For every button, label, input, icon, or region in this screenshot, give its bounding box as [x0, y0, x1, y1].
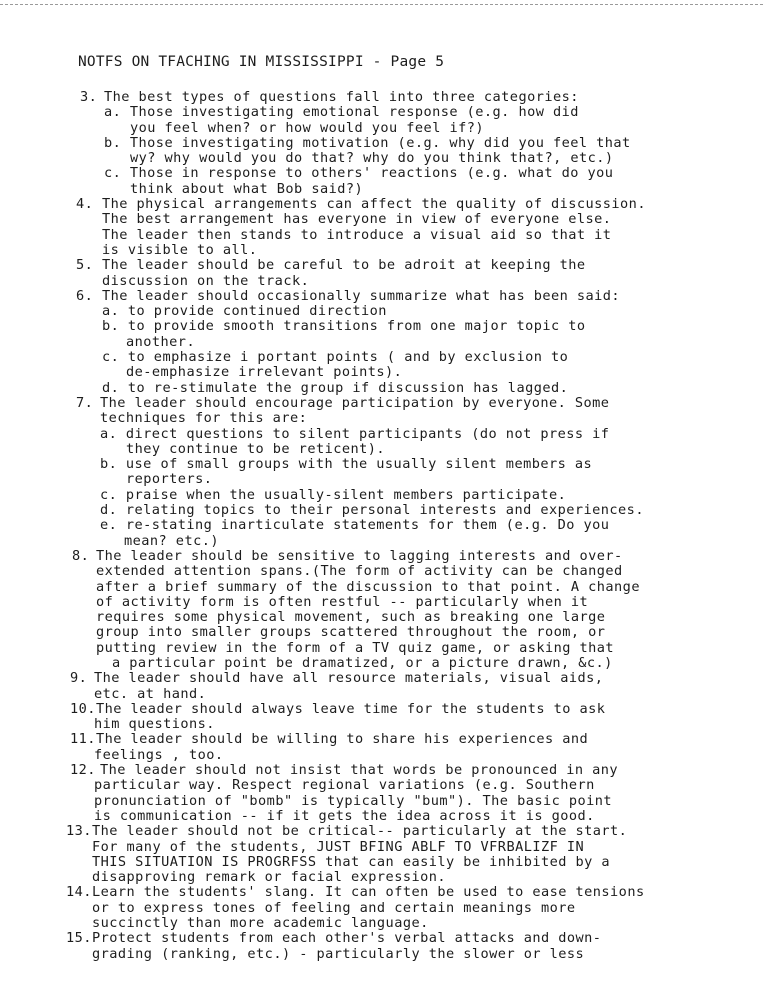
line-text: of activity form is often restful -- particularly when it — [96, 593, 589, 610]
line-text: The leader should not be critical-- particularly at the start. — [92, 823, 628, 840]
text-line — [0, 794, 763, 809]
line-text: after a brief summary of the discussion to that point. A change — [96, 578, 640, 595]
line-text: succinctly than more academic language. — [92, 915, 429, 932]
line-text: etc. at hand. — [94, 685, 207, 702]
page-body — [0, 90, 763, 962]
line-text: d. relating topics to their personal interests and experiences. — [100, 502, 644, 519]
text-line — [0, 274, 763, 289]
text-line — [0, 931, 763, 946]
text-line — [0, 717, 763, 732]
line-text: The leader then stands to introduce a visual aid so that it — [102, 226, 612, 243]
item-number: 6. — [76, 287, 94, 304]
line-text: a. Those investigating emotional response (e.g. how did — [104, 104, 579, 121]
line-text: a particular point be dramatized, or a picture drawn, &c.) — [112, 654, 613, 671]
line-text: The leader should have all resource materials, visual aids, — [94, 670, 604, 687]
line-text: The leader should occasionally summarize what has been said: — [102, 287, 621, 304]
text-line — [0, 809, 763, 824]
item-number: 14. — [66, 884, 92, 901]
text-line — [0, 121, 763, 136]
text-line — [0, 396, 763, 411]
text-line — [0, 304, 763, 319]
page-header: NOTFS ON TFACHING IN MISSISSIPPI - Page 5 — [78, 54, 445, 70]
text-line — [0, 411, 763, 426]
text-line — [0, 580, 763, 595]
text-line — [0, 534, 763, 549]
text-line — [0, 610, 763, 625]
text-line — [0, 916, 763, 931]
line-text: c. praise when the usually-silent members participate. — [100, 486, 567, 503]
text-line — [0, 748, 763, 763]
text-line — [0, 763, 763, 778]
line-text: b. use of small groups with the usually silent members as — [100, 456, 593, 473]
text-line — [0, 625, 763, 640]
text-line — [0, 212, 763, 227]
text-line — [0, 824, 763, 839]
line-text: techniques for this are: — [100, 410, 308, 427]
item-number: 4. — [76, 196, 94, 213]
line-text: is communication -- if it gets the idea across it is good. — [94, 807, 595, 824]
text-line — [0, 671, 763, 686]
line-text: For many of the students, JUST BFING ABLF TO VFRBALIZF IN — [92, 838, 585, 855]
line-text: Learn the students' slang. It can often be used to ease tensions — [92, 884, 645, 901]
item-number: 13. — [66, 823, 92, 840]
line-text: or to express tones of feeling and certain meanings more — [92, 899, 576, 916]
line-text: they continue to be reticent). — [126, 440, 386, 457]
line-text: extended attention spans.(The form of activity can be changed — [96, 563, 623, 580]
text-line — [0, 151, 763, 166]
item-number: 5. — [76, 257, 94, 274]
text-line — [0, 656, 763, 671]
text-line — [0, 258, 763, 273]
text-line — [0, 870, 763, 885]
page-top-edge — [0, 4, 763, 5]
line-text: grading (ranking, etc.) - particularly the slower or less — [92, 945, 585, 962]
text-line — [0, 549, 763, 564]
text-line — [0, 732, 763, 747]
text-line — [0, 197, 763, 212]
line-text: particular way. Respect regional variations (e.g. Southern — [94, 777, 595, 794]
line-text: a. direct questions to silent participants (do not press if — [100, 425, 610, 442]
line-text: a. to provide continued direction — [102, 303, 387, 320]
line-text: another. — [126, 333, 196, 350]
line-text: The leader should be willing to share his experiences and — [96, 731, 589, 748]
line-text: mean? etc.) — [124, 532, 219, 549]
item-number: 11. — [70, 731, 96, 748]
text-line — [0, 472, 763, 487]
line-text: is visible to all. — [102, 241, 258, 258]
text-line — [0, 335, 763, 350]
line-text: Protect students from each other's verbal attacks and down- — [92, 930, 602, 947]
item-number: 12. — [70, 762, 96, 779]
item-number: 8. — [72, 547, 90, 564]
line-text: think about what Bob said?) — [130, 180, 364, 197]
text-line — [0, 243, 763, 258]
line-text: feelings , too. — [94, 746, 224, 763]
item-number: 10. — [70, 700, 96, 717]
text-line — [0, 427, 763, 442]
line-text: him questions. — [94, 716, 215, 733]
line-text: disapproving remark or facial expression. — [92, 869, 446, 886]
line-text: The leader should not insist that words be pronounced in any — [100, 762, 619, 779]
line-text: b. to provide smooth transitions from one major topic to — [102, 318, 586, 335]
text-line — [0, 228, 763, 243]
text-line — [0, 90, 763, 105]
line-text: c. Those in response to others' reactions (e.g. what do you — [104, 165, 614, 182]
line-text: The leader should encourage participation by everyone. Some — [100, 394, 610, 411]
line-text: The best types of questions fall into three categories: — [104, 89, 579, 105]
line-text: THIS SITUATION IS PROGRFSS that can easily be inhibited by a — [92, 853, 611, 870]
item-number: 9. — [70, 670, 88, 687]
line-text: group into smaller groups scattered throughout the room, or — [96, 624, 606, 641]
item-number: 7. — [76, 394, 94, 411]
text-line — [0, 488, 763, 503]
line-text: The best arrangement has everyone in view of everyone else. — [102, 211, 612, 228]
text-line — [0, 687, 763, 702]
text-line — [0, 289, 763, 304]
text-line — [0, 702, 763, 717]
text-line — [0, 518, 763, 533]
text-line — [0, 457, 763, 472]
text-line — [0, 136, 763, 151]
item-number: 3. — [80, 89, 98, 105]
text-line — [0, 855, 763, 870]
text-line — [0, 442, 763, 457]
text-line — [0, 885, 763, 900]
text-line — [0, 947, 763, 962]
text-line — [0, 595, 763, 610]
text-line — [0, 166, 763, 181]
line-text: you feel when? or how would you feel if?) — [130, 119, 484, 136]
line-text: reporters. — [126, 471, 213, 488]
text-line — [0, 778, 763, 793]
text-line — [0, 901, 763, 916]
line-text: putting review in the form of a TV quiz game, or asking that — [96, 639, 615, 656]
line-text: wy? why would you do that? why do you think that?, etc.) — [130, 150, 614, 167]
line-text: The physical arrangements can affect the quality of discussion. — [102, 196, 646, 213]
text-line — [0, 564, 763, 579]
line-text: d. to re-stimulate the group if discussion has lagged. — [102, 379, 569, 396]
text-line — [0, 182, 763, 197]
line-text: c. to emphasize i portant points ( and by exclusion to — [102, 349, 569, 366]
text-line — [0, 319, 763, 334]
line-text: b. Those investigating motivation (e.g. why did you feel that — [104, 134, 631, 151]
text-line — [0, 840, 763, 855]
item-number: 15. — [66, 930, 92, 947]
text-line — [0, 365, 763, 380]
line-text: discussion on the track. — [102, 272, 310, 289]
text-line — [0, 350, 763, 365]
text-line — [0, 381, 763, 396]
line-text: The leader should always leave time for the students to ask — [96, 700, 606, 717]
line-text: de-emphasize irrelevant points). — [126, 364, 403, 381]
line-text: The leader should be careful to be adroit at keeping the — [102, 257, 586, 274]
text-line — [0, 105, 763, 120]
text-line — [0, 641, 763, 656]
line-text: requires some physical movement, such as breaking one large — [96, 609, 606, 626]
line-text: pronunciation of "bomb" is typically "bum"). The basic point — [94, 792, 613, 809]
text-line — [0, 503, 763, 518]
line-text: e. re-stating inarticulate statements for them (e.g. Do you — [100, 517, 610, 534]
line-text: The leader should be sensitive to lagging interests and over- — [96, 547, 623, 564]
